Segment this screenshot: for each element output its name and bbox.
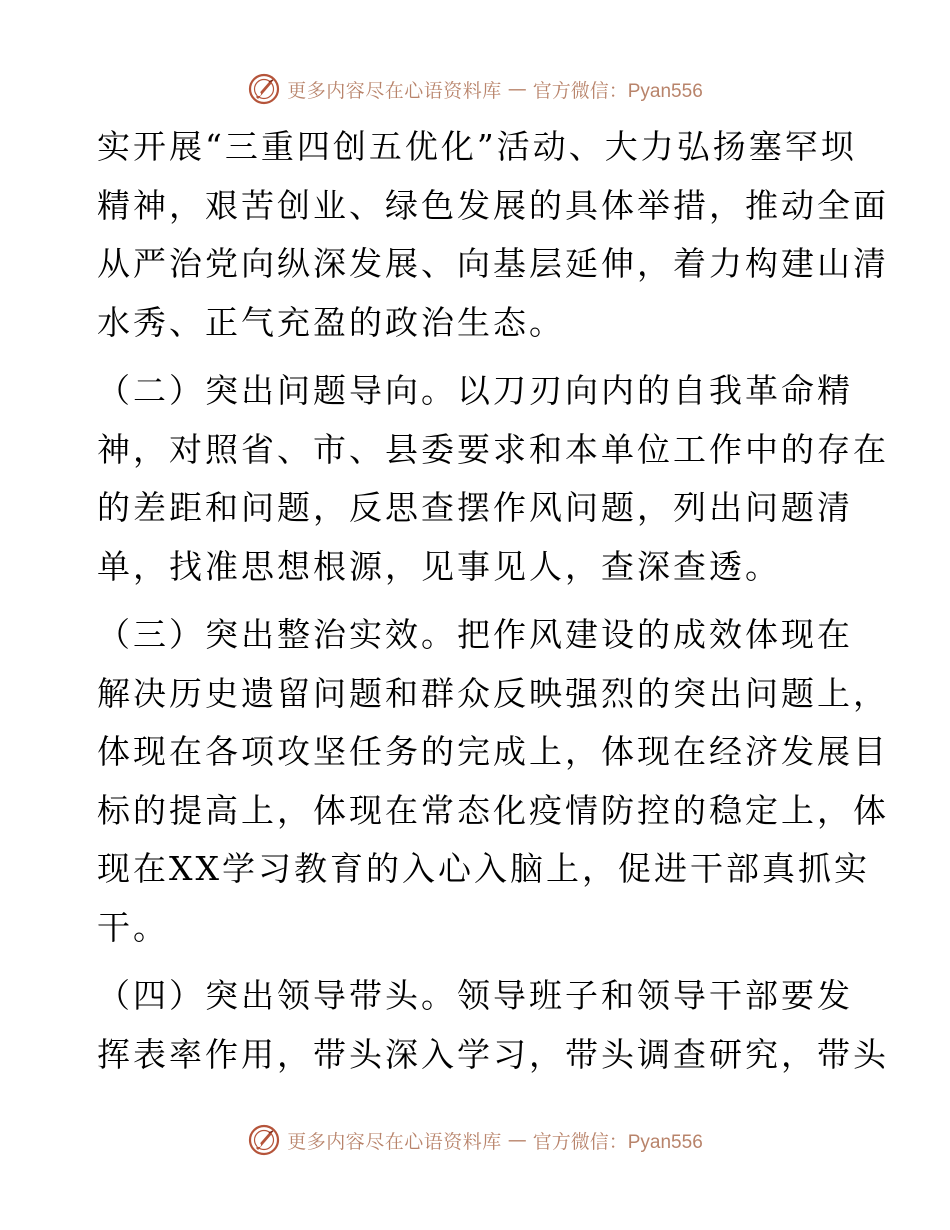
text-line: 挥表率作用，带头深入学习，带头调查研究，带头 bbox=[97, 1034, 889, 1074]
watermark-separator: — bbox=[507, 78, 527, 100]
quill-pen-logo-icon bbox=[247, 72, 281, 106]
text-line: （二）突出问题导向。以刀刃向内的自我革命精 bbox=[97, 371, 853, 410]
quill-pen-logo-icon bbox=[247, 1123, 281, 1157]
text-line: 实开展“三重四创五优化”活动、大力弘扬塞罕坝 bbox=[97, 127, 857, 166]
paragraph-problem-orientation bbox=[97, 362, 889, 596]
text-line: 解决历史遗留问题和群众反映强烈的突出问题上， bbox=[97, 673, 889, 713]
watermark-suffix: 官方微信：Pyan556 bbox=[532, 1131, 703, 1153]
document-body bbox=[97, 118, 889, 1084]
paragraph-leadership bbox=[97, 967, 889, 1084]
text-line: 标的提高上，体现在常态化疫情防控的稳定上，体 bbox=[97, 790, 889, 830]
watermark-separator: — bbox=[507, 1129, 527, 1151]
watermark-text: 更多内容尽在心语资料库 bbox=[287, 1130, 502, 1153]
text-line: 单，找准思想根源，见事见人，查深查透。 bbox=[97, 546, 781, 586]
text-line: 神，对照省、市、县委要求和本单位工作中的存在 bbox=[97, 429, 889, 469]
footer-watermark bbox=[0, 1122, 950, 1158]
header-watermark bbox=[0, 71, 950, 107]
watermark-text: 更多内容尽在心语资料库 bbox=[287, 79, 502, 102]
text-line: 的差距和问题，反思查摆作风问题，列出问题清 bbox=[97, 488, 853, 527]
text-line: 从严治党向纵深发展、向基层延伸，着力构建山清 bbox=[97, 244, 889, 283]
text-line: 水秀、正气充盈的政治生态。 bbox=[97, 302, 565, 342]
text-line: （三）突出整治实效。把作风建设的成效体现在 bbox=[97, 615, 853, 654]
text-line: 现在XX学习教育的入心入脑上，促进干部真抓实 bbox=[97, 849, 870, 888]
text-line: 干。 bbox=[97, 907, 169, 947]
paragraph-rectification-effect bbox=[97, 606, 889, 957]
text-line: 体现在各项攻坚任务的完成上，体现在经济发展目 bbox=[97, 732, 889, 771]
paragraph-continuation bbox=[97, 118, 889, 352]
text-line: 精神，艰苦创业、绿色发展的具体举措，推动全面 bbox=[97, 185, 889, 225]
watermark-suffix: 官方微信：Pyan556 bbox=[532, 80, 703, 102]
text-line: （四）突出领导带头。领导班子和领导干部要发 bbox=[97, 976, 853, 1015]
